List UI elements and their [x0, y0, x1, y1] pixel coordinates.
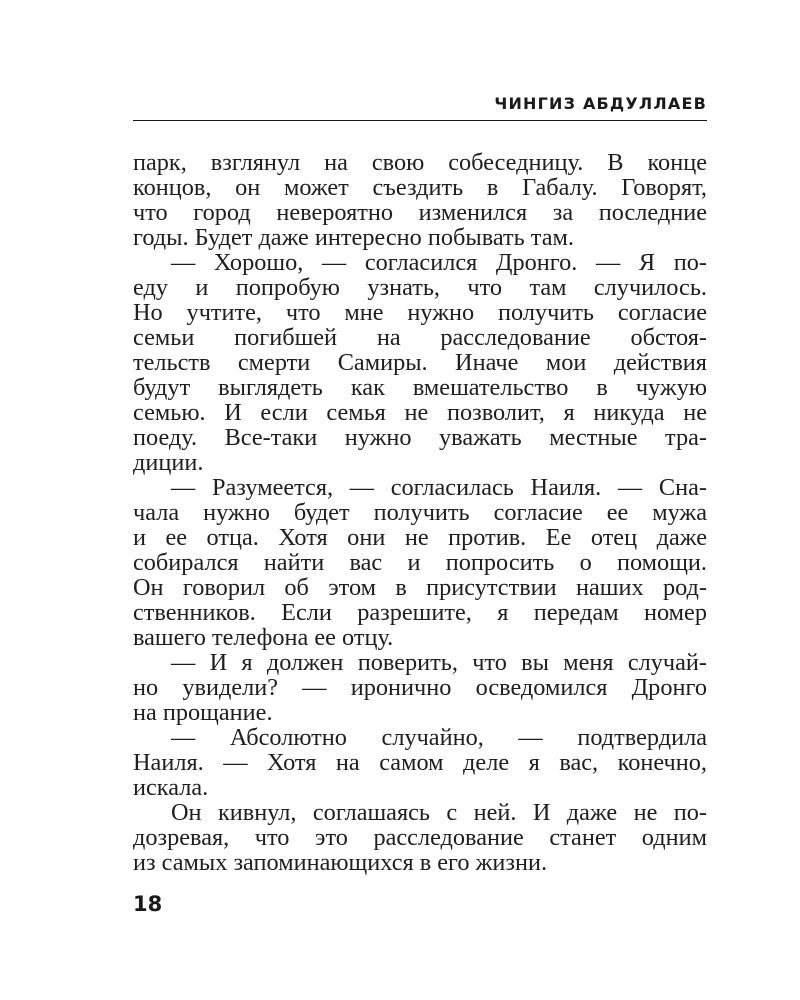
- text-line: тельств смерти Самиры. Иначе мои действия: [133, 349, 707, 376]
- text-line: из самых запоминающихся в его жизни.: [133, 849, 548, 876]
- author-name: ЧИНГИЗ АБДУЛЛАЕВ: [494, 94, 707, 113]
- text-line: — Разумеется, — согласилась Наиля. — Сна-: [171, 474, 707, 501]
- text-line: искала.: [133, 774, 209, 801]
- text-line: парк, взглянул на свою собеседницу. В конце: [133, 149, 707, 176]
- running-header: [133, 92, 707, 121]
- text-line: ственников. Если разрешите, я передам номер: [133, 599, 707, 626]
- text-line: Он говорил об этом в присутствии наших род-: [133, 574, 707, 601]
- text-line: годы. Будет даже интересно побывать там.: [133, 224, 574, 251]
- text-line: и ее отца. Хотя они не против. Ее отец даже: [133, 524, 707, 551]
- text-line: дозревая, что это расследование станет одним: [133, 824, 707, 851]
- text-line: но увидели? — иронично осведомился Дронго: [133, 674, 707, 701]
- text-line: концов, он может съездить в Габалу. Говорят,: [133, 174, 707, 201]
- text-line: Он кивнул, соглашаясь с ней. И даже не по-: [171, 799, 707, 826]
- text-line: что город невероятно изменился за последние: [133, 199, 707, 226]
- body-text: [133, 150, 707, 875]
- text-line: будут выглядеть как вмешательство в чужую: [133, 374, 707, 401]
- text-line: — Абсолютно случайно, — подтвердила: [171, 724, 707, 751]
- text-line: — Хорошо, — согласился Дронго. — Я по-: [171, 249, 707, 276]
- page-number: 18: [133, 892, 163, 916]
- text-line: — И я должен поверить, что вы меня случай-: [171, 649, 707, 676]
- text-line: диции.: [133, 449, 204, 476]
- text-line: на прощание.: [133, 699, 273, 726]
- text-line: Наиля. — Хотя на самом деле я вас, конечно,: [133, 749, 707, 776]
- text-line: чала нужно будет получить согласие ее мужа: [133, 499, 707, 526]
- text-line: поеду. Все-таки нужно уважать местные тра-: [133, 424, 707, 451]
- text-line: еду и попробую узнать, что там случилось.: [133, 274, 707, 301]
- text-line: семьи погибшей на расследование обстоя-: [133, 324, 707, 351]
- text-line: собирался найти вас и попросить о помощи.: [133, 549, 707, 576]
- text-line: семью. И если семья не позволит, я никуда не: [133, 399, 707, 426]
- text-line: вашего телефона ее отцу.: [133, 624, 394, 651]
- text-line: Но учтите, что мне нужно получить согласие: [133, 299, 707, 326]
